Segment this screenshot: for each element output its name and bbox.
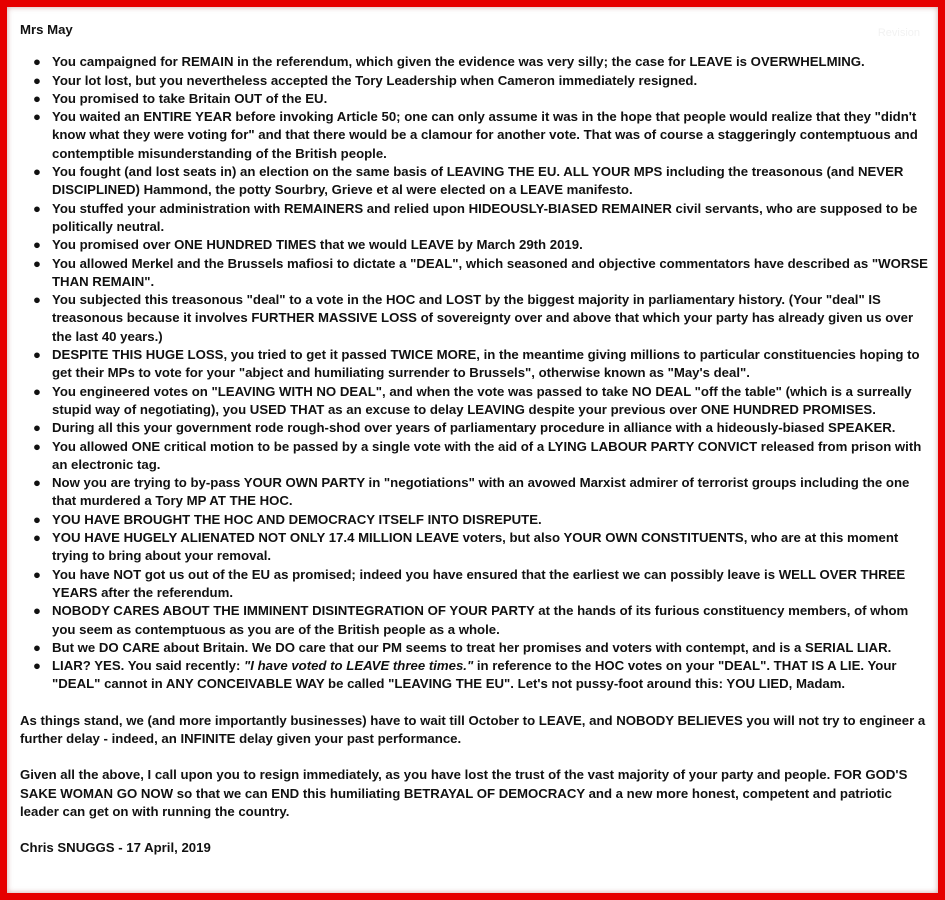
list-item-text: You allowed ONE critical motion to be passed by a single vote with the aid of a LYING LABOUR PARTY CONVICT released from prison with an electronic tag.: [52, 438, 922, 472]
bullet-icon: ●: [33, 530, 41, 546]
list-item-text: But we DO CARE about Britain. We DO care that our PM seems to treat her promises and voters with contempt, and is a SERIAL LIAR.: [52, 639, 892, 655]
list-item: [20, 53, 930, 71]
list-item-text: You stuffed your administration with REMAINERS and relied upon HIDEOUSLY-BIASED REMAINER civil servants, who are supposed to be politically neutral.: [52, 200, 918, 234]
bullet-icon: ●: [33, 200, 41, 216]
signature: Chris SNUGGS - 17 April, 2019: [20, 840, 211, 856]
bullet-icon: ●: [33, 603, 41, 619]
list-item: [20, 346, 930, 383]
list-item-text: You subjected this treasonous "deal" to a vote in the HOC and LOST by the biggest majority in parliamentary history. (Your "deal" IS treasonous because it involves FURTHER MASSIVE LOSS of sovereignty over and above that which your party has already given us over the last 40 years.): [52, 292, 914, 344]
list-item-text: NOBODY CARES ABOUT THE IMMINENT DISINTEGRATION OF YOUR PARTY at the hands of its furious constituency members, of whom you seem as contemptuous as you are of the British people as a whole.: [52, 603, 909, 637]
last-point-suffix: in reference to the HOC votes on your "DEAL". THAT IS A LIE. Your "DEAL" cannot in ANY CONCEIVABLE WAY be called "LEAVING THE EU". Let's not pussy-foot around this: YOU LIED, Madam.: [52, 658, 897, 692]
list-item: [20, 108, 930, 163]
bullet-icon: ●: [33, 109, 41, 125]
list-item-text: You waited an ENTIRE YEAR before invoking Article 50; one can only assume it was in the hope that people would realize that they "didn't know what they were voting for" and that there would be a clamour for another vote. That was of course a staggeringly contemptuous and contemptible misunderstanding of the British people.: [52, 109, 918, 161]
bullet-icon: ●: [33, 438, 41, 454]
list-item-text: You have NOT got us out of the EU as promised; indeed you have ensured that the earliest we can possibly leave is WELL OVER THREE YEARS after the referendum.: [52, 566, 906, 600]
list-item: [20, 511, 930, 529]
list-item: [20, 657, 930, 694]
list-item: [20, 200, 930, 237]
bullet-icon: ●: [33, 237, 41, 253]
list-item: [20, 639, 930, 657]
complaint-list: [20, 53, 930, 693]
list-item: [20, 438, 930, 475]
list-item-text: Your lot lost, but you nevertheless accepted the Tory Leadership when Cameron immediately resigned.: [52, 72, 698, 88]
list-item: [20, 383, 930, 420]
letter-body: [20, 21, 930, 857]
list-item-text: DESPITE THIS HUGE LOSS, you tried to get it passed TWICE MORE, in the meantime giving millions to particular constituencies hoping to get their MPs to vote for your "abject and humiliating surrender to Brussels", otherwise known as "May's deal".: [52, 347, 920, 381]
list-item: [20, 90, 930, 108]
bullet-icon: ●: [33, 383, 41, 399]
list-item: [20, 236, 930, 254]
list-item: [20, 163, 930, 200]
bullet-icon: ●: [33, 658, 41, 674]
list-item: [20, 419, 930, 437]
list-item-text: You campaigned for REMAIN in the referendum, which given the evidence was very silly; the case for LEAVE is OVERWHELMING.: [52, 54, 865, 70]
closing-paragraph-2: Given all the above, I call upon you to resign immediately, as you have lost the trust of the vast majority of your party and people. FOR GOD'S SAKE WOMAN GO NOW so that we can END this humiliating BETRAYAL OF DEMOCRACY and a new more honest, competent and patriotic leader can get on with running the country.: [20, 767, 908, 819]
salutation: Mrs May: [20, 22, 73, 37]
bullet-icon: ●: [33, 566, 41, 582]
last-point-prefix: LIAR? YES. You said recently:: [52, 658, 245, 674]
bullet-icon: ●: [33, 475, 41, 491]
list-item-text: You fought (and lost seats in) an election on the same basis of LEAVING THE EU. ALL YOUR MPS including the treasonous (and NEVER DISCIPLINED) Hammond, the potty Sourbry, Grieve et al were elected on a LEAVE manifesto.: [52, 164, 904, 198]
bullet-icon: ●: [33, 54, 41, 70]
list-item: [20, 474, 930, 511]
list-item: [20, 529, 930, 566]
bullet-icon: ●: [33, 511, 41, 527]
list-item-text: You promised over ONE HUNDRED TIMES that we would LEAVE by March 29th 2019.: [52, 237, 583, 253]
bullet-icon: ●: [33, 420, 41, 436]
bullet-icon: ●: [33, 164, 41, 180]
bullet-icon: ●: [33, 255, 41, 271]
closing-paragraph-1: As things stand, we (and more importantly businesses) have to wait till October to LEAVE, and NOBODY BELIEVES you will not try to engineer a further delay - indeed, an INFINITE delay given your past performance.: [20, 712, 926, 746]
bullet-icon: ●: [33, 90, 41, 106]
bullet-icon: ●: [33, 639, 41, 655]
last-point-quote: "I have voted to LEAVE three times.": [244, 658, 474, 674]
list-item: [20, 291, 930, 346]
bullet-icon: ●: [33, 347, 41, 363]
list-item-text: During all this your government rode rough-shod over years of parliamentary procedure in alliance with a hideously-biased SPEAKER.: [52, 420, 896, 436]
bullet-icon: ●: [33, 292, 41, 308]
list-item-text: Now you are trying to by-pass YOUR OWN PARTY in "negotiations" with an avowed Marxist admirer of terrorist groups including the one that murdered a Tory MP AT THE HOC.: [52, 475, 910, 509]
list-item: [20, 566, 930, 603]
list-item: [20, 72, 930, 90]
list-item-text: YOU HAVE BROUGHT THE HOC AND DEMOCRACY ITSELF INTO DISREPUTE.: [52, 511, 542, 527]
list-item-text: You allowed Merkel and the Brussels mafiosi to dictate a "DEAL", which seasoned and objective commentators have described as "WORSE THAN REMAIN".: [52, 255, 928, 289]
list-item-text: YOU HAVE HUGELY ALIENATED NOT ONLY 17.4 MILLION LEAVE voters, but also YOUR OWN CONSTITUENTS, who are at this moment trying to bring about your removal.: [52, 530, 899, 564]
list-item: [20, 602, 930, 639]
list-item-text: You promised to take Britain OUT of the EU.: [52, 90, 328, 106]
faint-watermark: Revision: [877, 27, 920, 39]
bullet-icon: ●: [33, 72, 41, 88]
list-item-text: You engineered votes on "LEAVING WITH NO DEAL", and when the vote was passed to take NO DEAL "off the table" (which is a surreally stupid way of negotiating), you USED THAT as an excuse to delay LEAVING despite your previous over ONE HUNDRED PROMISES.: [52, 383, 912, 417]
list-item: [20, 255, 930, 292]
